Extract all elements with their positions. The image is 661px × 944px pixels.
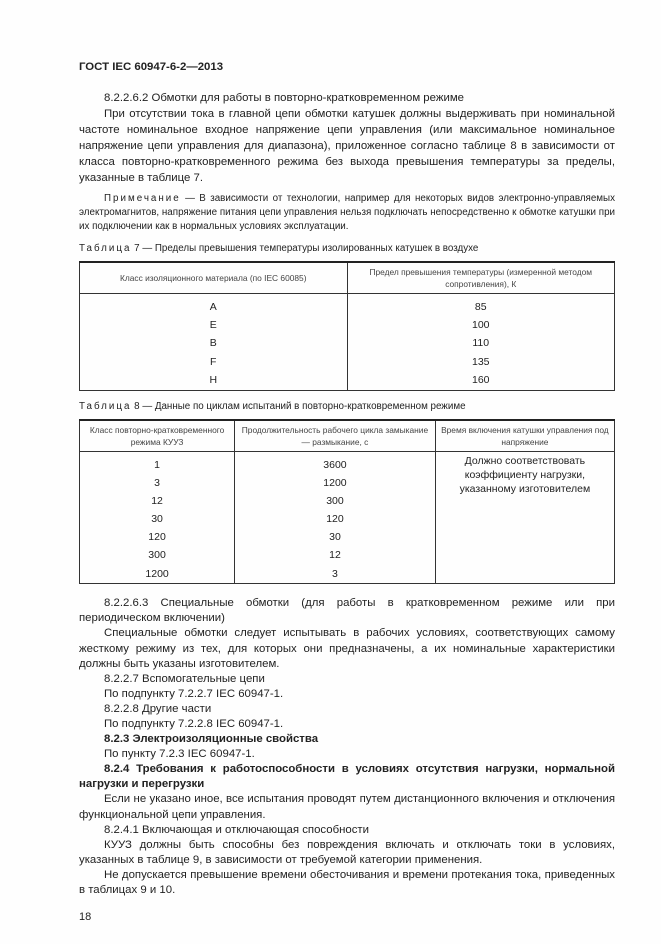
cell: H xyxy=(80,372,348,391)
table-label: Таблица xyxy=(79,243,132,254)
note xyxy=(79,192,615,234)
cell: 30 xyxy=(235,529,436,547)
section-heading: 8.2.3 Электроизоляционные свойства xyxy=(104,733,319,746)
cell: 120 xyxy=(235,511,436,529)
paragraph: Не допускается превышение времени обесточивания и времени протекания тока, приведенных в таблицах 9 и 10. xyxy=(79,868,615,897)
cell: F xyxy=(80,353,348,371)
cell: 300 xyxy=(235,492,436,510)
cell: 12 xyxy=(235,547,436,565)
column-header: Класс повторно-кратковременного режима КУУЗ xyxy=(80,420,235,452)
section-heading: 8.2.4 Требования к работоспособности в условиях отсутствия нагрузки, нормальной нагрузки и перегрузки xyxy=(79,763,615,791)
body-text xyxy=(79,596,615,898)
paragraph: По пункту 7.2.3 IEC 60947-1. xyxy=(104,748,255,761)
table-8 xyxy=(79,401,615,584)
cell: 100 xyxy=(347,316,615,334)
cell: A xyxy=(80,294,348,317)
paragraph: По подпункту 7.2.2.8 IEC 60947-1. xyxy=(104,718,284,731)
merged-cell: Должно соответствовать коэффициенту нагрузки, указанному изготовителем xyxy=(435,451,614,583)
column-header: Время включения катушки управления под напряжение xyxy=(435,420,614,452)
section-heading: 8.2.2.6.3 Специальные обмотки (для работы в кратковременном режиме или при периодическом включении) xyxy=(79,597,615,625)
section-heading: 8.2.2.6.2 Обмотки для работы в повторно-кратковременном режиме xyxy=(104,92,464,104)
column-header: Продолжительность рабочего цикла замыкание — размыкание, с xyxy=(235,420,436,452)
section-heading: 8.2.4.1 Включающая и отключающая способности xyxy=(104,823,370,836)
table-label: Таблица xyxy=(79,400,132,412)
paragraph: При отсутствии тока в главной цепи обмотки катушек должны выдерживать при номинальной частоте номинальное входное напряжение цепи управления (или максимальное номинальное напряжение цепи управления для диапазона), приложенное согласно таблице 8 в зависимости от класса повторно-кратковременного режима без выхода превышения температуры за пределы, указанные в таблице 7. xyxy=(79,108,615,184)
document-header: ГОСТ IEC 60947-6-2—2013 xyxy=(79,61,224,73)
cell: 110 xyxy=(347,335,615,353)
cell: E xyxy=(80,316,348,334)
cell: 3 xyxy=(80,474,235,492)
cell: 12 xyxy=(80,492,235,510)
cell: 120 xyxy=(80,529,235,547)
table-caption: 7 — Пределы превышения температуры изолированных катушек в воздухе xyxy=(131,243,479,254)
paragraph: Если не указано иное, все испытания проводят путем дистанционного включения и отключения функциональной цепи управления. xyxy=(79,793,615,821)
table-row xyxy=(80,451,615,474)
table-row xyxy=(80,372,615,391)
column-header: Класс изоляционного материала (по IEC 60085) xyxy=(80,262,348,294)
table-row xyxy=(80,316,615,334)
cell: 1 xyxy=(80,451,235,474)
cell: 85 xyxy=(347,294,615,317)
section-8-2-2-6-2 xyxy=(79,90,615,186)
section-heading: 8.2.2.7 Вспомогательные цепи xyxy=(104,672,265,685)
cell: 1200 xyxy=(80,565,235,584)
cell: 3600 xyxy=(235,451,436,474)
section-heading: 8.2.2.8 Другие части xyxy=(104,702,212,715)
paragraph: Специальные обмотки следует испытывать в рабочих условиях, соответствующих самому жесткому режиму из тех, для которых они предназначены, а их номинальные характеристики должны быть указаны изготовителем. xyxy=(79,627,615,670)
paragraph: По подпункту 7.2.2.7 IEC 60947-1. xyxy=(104,687,284,700)
table-row xyxy=(80,294,615,317)
cell: 30 xyxy=(80,511,235,529)
column-header: Предел превышения температуры (измеренной методом сопротивления), К xyxy=(347,262,615,294)
cell: 1200 xyxy=(235,474,436,492)
cell: 160 xyxy=(347,372,615,391)
table-row xyxy=(80,353,615,371)
page-number: 18 xyxy=(79,911,92,924)
note-text: — В зависимости от технологии, например для некоторых видов электронно-управляемых электромагнитов, напряжение питания цепи управления нельзя подключать непосредственно к обмотке катушки при их подключении как в нормальных условиях эксплуатации. xyxy=(79,193,615,232)
table-row xyxy=(80,335,615,353)
table-7 xyxy=(79,243,615,391)
cell: 135 xyxy=(347,353,615,371)
cell: 300 xyxy=(80,547,235,565)
cell: 3 xyxy=(235,565,436,584)
table-caption: 8 — Данные по циклам испытаний в повторно-кратковременном режиме xyxy=(131,400,466,412)
cell: B xyxy=(80,335,348,353)
note-label: Примечание xyxy=(104,193,181,204)
paragraph: КУУЗ должны быть способны без повреждения включать и отключать токи в условиях, указанных в таблице 9, в зависимости от требуемой категории применения. xyxy=(79,838,615,866)
